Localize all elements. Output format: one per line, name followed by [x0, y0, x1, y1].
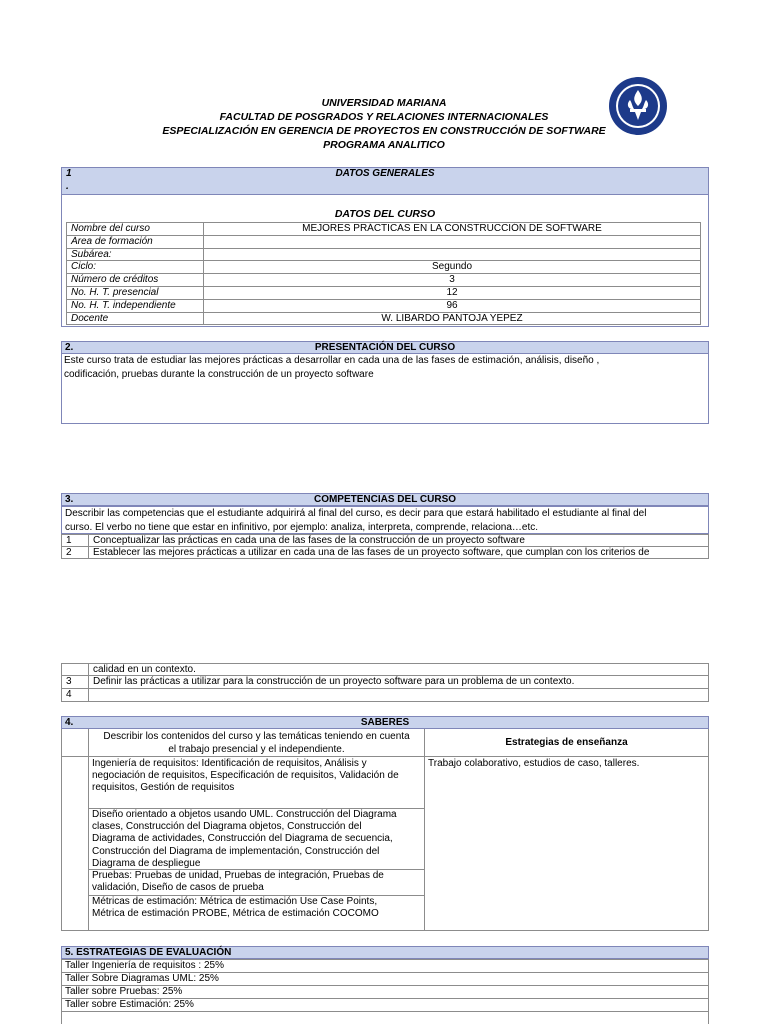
competency-number: 4	[61, 688, 89, 702]
evaluation-item: Taller Sobre Diagramas UML: 25%	[61, 972, 709, 986]
content-topic-line: requisitos, Gestión de requisitos	[92, 782, 235, 794]
table-border	[61, 729, 62, 931]
university-seal-logo	[608, 76, 668, 136]
competency-number: 1	[61, 534, 89, 547]
competency-number: 2	[61, 546, 89, 559]
competency-text	[88, 688, 709, 702]
table-border	[424, 729, 425, 931]
course-field-value: MEJORES PRÁCTICAS EN LA CONSTRUCCIÓN DE SOFTWARE	[203, 222, 701, 236]
contents-header-line: el trabajo presencial y el independiente.	[168, 744, 345, 755]
contents-header-line: Describir los contenidos del curso y las temáticas teniendo en cuenta	[103, 731, 410, 742]
course-field-label: Número de créditos	[66, 273, 204, 287]
course-field-label: No. H. T. independiente	[66, 299, 204, 313]
content-topic-line: Métrica de estimación PROBE, Métrica de estimación COCOMO	[92, 908, 379, 920]
competency-number: 3	[61, 675, 89, 689]
content-topic-line: Diagrama de despliegue	[92, 857, 201, 869]
teaching-strategy-text: Trabajo colaborativo, estudios de caso, talleres.	[428, 758, 640, 769]
course-field-label: Subárea:	[66, 248, 204, 262]
teaching-strategies-header: Estrategias de enseñanza	[505, 737, 628, 748]
section-number: 1	[66, 168, 72, 179]
competency-text-continuation: calidad en un contexto.	[88, 663, 709, 676]
content-topic-line: Pruebas: Pruebas de unidad, Pruebas de integración, Pruebas de	[92, 870, 384, 881]
content-topic-line: Métricas de estimación: Métrica de estimación Use Case Points,	[92, 896, 378, 907]
competency-text: Conceptualizar las prácticas en cada una de las fases de la construcción de un proyecto software	[88, 534, 709, 547]
section-number: 2.	[65, 342, 74, 353]
section-number-dot: .	[66, 181, 69, 192]
table-border	[61, 1011, 62, 1024]
section-1-header	[61, 167, 709, 195]
course-field-value: W. LIBARDO PANTOJA YEPEZ	[203, 312, 701, 326]
section-title: SABERES	[360, 717, 410, 728]
presentation-text-line: Este curso trata de estudiar las mejores prácticas a desarrollar en cada una de las fases de estimación, análisis, diseño ,	[64, 355, 600, 366]
content-topic-line: validación, Diseño de casos de prueba	[92, 882, 264, 894]
description-line: curso. El verbo no tiene que estar en infinitivo, por ejemplo: analiza, interpreta, comprende, relaciona…etc.	[65, 522, 539, 533]
section-number: 3.	[65, 494, 74, 505]
course-field-value: 3	[203, 273, 701, 287]
course-field-label: Ciclo:	[66, 260, 204, 274]
course-field-label: Docente	[66, 312, 204, 326]
course-field-label: Nombre del curso	[66, 222, 204, 236]
course-field-value	[203, 248, 701, 262]
content-topic-line: clases, Construcción del Diagrama objetos, Construcción del	[92, 821, 362, 833]
content-topic-line: negociación de requisitos, Especificación de requisitos, Validación de	[92, 770, 399, 782]
table-border	[708, 1011, 709, 1024]
faculty-name: FACULTAD DE POSGRADOS Y RELACIONES INTERNACIONALES	[219, 111, 549, 123]
evaluation-item: Taller Ingeniería de requisitos : 25%	[61, 959, 709, 973]
evaluation-item: Taller sobre Estimación: 25%	[61, 998, 709, 1012]
content-topic-line: Ingeniería de requisitos: Identificación de requisitos, Análisis y	[92, 758, 367, 769]
competencies-description	[61, 506, 709, 534]
document-title: PROGRAMA ANALITICO	[323, 139, 445, 151]
content-topic-line: Diagrama de actividades, Construcción del Diagrama de secuencia,	[92, 833, 393, 845]
content-topic-line: Construcción del Diagrama de implementación, Construcción del	[92, 845, 380, 857]
table-border	[708, 729, 709, 931]
course-field-value: Segundo	[203, 260, 701, 274]
course-field-value: 96	[203, 299, 701, 313]
program-name: ESPECIALIZACIÓN EN GERENCIA DE PROYECTOS EN CONSTRUCCIÓN DE SOFTWARE	[162, 125, 606, 137]
course-field-value: 12	[203, 286, 701, 300]
course-field-label: No. H. T. presencial	[66, 286, 204, 300]
course-field-value	[203, 235, 701, 249]
table-border	[88, 729, 89, 931]
section-title: COMPETENCIAS DEL CURSO	[313, 494, 457, 505]
section-2-header	[61, 341, 709, 354]
section-title: PRESENTACIÓN DEL CURSO	[314, 342, 456, 353]
section-title: 5. ESTRATEGIAS DE EVALUACIÓN	[65, 947, 232, 958]
section-5-header	[61, 946, 709, 959]
course-field-label: Área de formación	[66, 235, 204, 249]
course-data-subtitle: DATOS DEL CURSO	[334, 208, 436, 220]
table-border	[61, 930, 709, 931]
section-number: 4.	[65, 717, 74, 728]
university-name: UNIVERSIDAD MARIANA	[321, 97, 447, 109]
description-line: Describir las competencias que el estudiante adquirirá al final del curso, es decir para que estará habilitado el estudiante al final del	[65, 508, 647, 519]
section-title: DATOS GENERALES	[335, 168, 435, 179]
section-3-header	[61, 493, 709, 506]
section-4-header	[61, 716, 709, 729]
evaluation-item: Taller sobre Pruebas: 25%	[61, 985, 709, 999]
presentation-text-line: codificación, pruebas durante la construcción de un proyecto software	[64, 369, 374, 380]
content-topic-line: Diseño orientado a objetos usando UML. Construcción del Diagrama	[92, 809, 397, 820]
competency-text: Establecer las mejores prácticas a utilizar en cada una de las fases de un proyecto software, que cumplan con los criterios de	[88, 546, 709, 559]
competency-text: Definir las prácticas a utilizar para la construcción de un proyecto software para un problema de un contexto.	[88, 675, 709, 689]
